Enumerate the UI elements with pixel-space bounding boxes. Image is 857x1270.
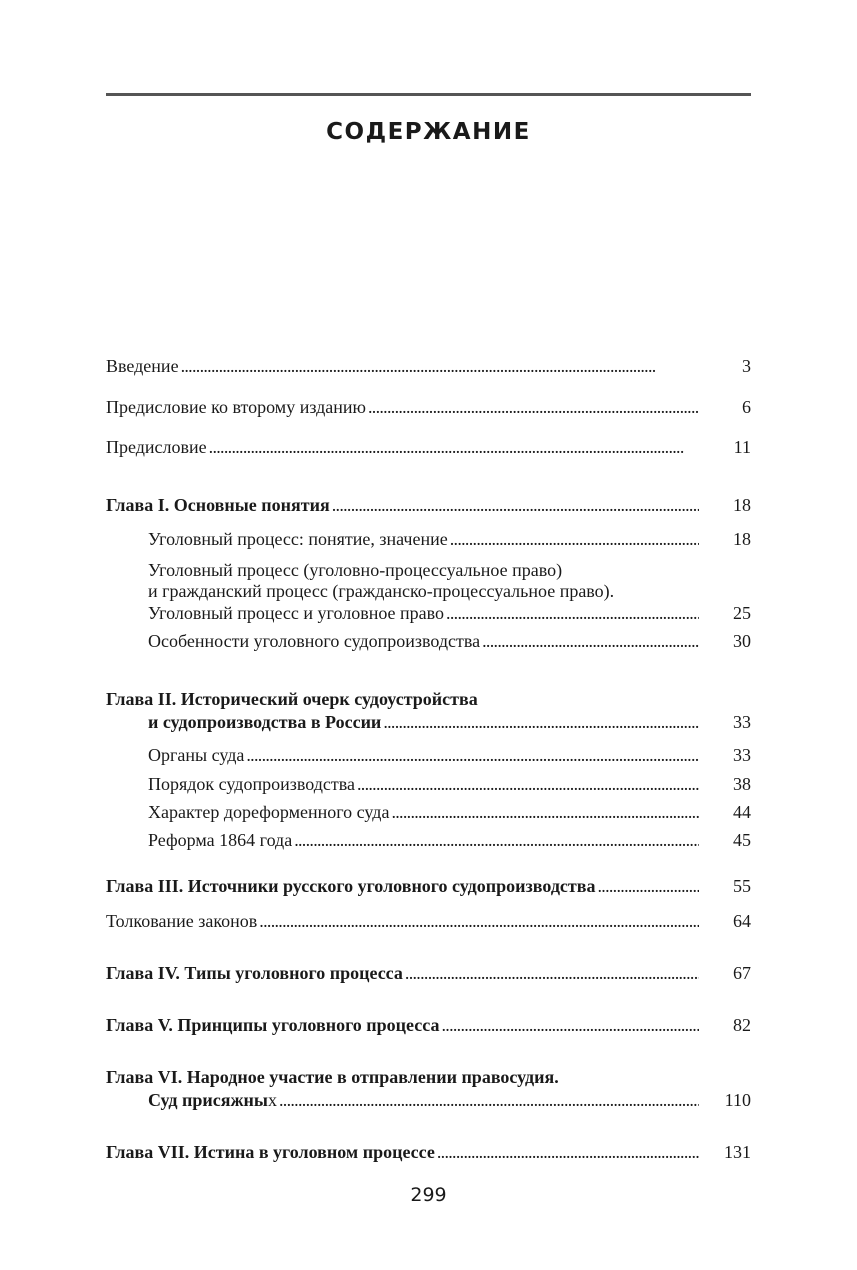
toc-chapter-5[interactable]: [106, 1012, 751, 1038]
leader-dots: [383, 709, 699, 735]
leader-dots: [279, 1087, 699, 1113]
toc-chapter-6[interactable]: [148, 1087, 751, 1113]
toc-entry-laws[interactable]: [106, 908, 751, 934]
leader-dots: [259, 908, 699, 934]
leader-dots: [246, 742, 699, 768]
leader-dots: [332, 492, 699, 518]
toc-section-1-2[interactable]: [148, 600, 751, 626]
toc-entry-label: Глава III. Источники русского уголовного судопроизводства: [106, 876, 596, 896]
toc-page-number: 67: [733, 963, 751, 983]
toc-page-number: 33: [733, 745, 751, 765]
leader-dots: [482, 628, 699, 654]
toc-entry-preface-second-edition[interactable]: [106, 394, 751, 420]
toc-section-2-4[interactable]: [148, 827, 751, 853]
leader-dots: [294, 827, 699, 853]
page-title: СОДЕРЖАНИЕ: [326, 119, 531, 145]
toc-entry-label: Реформа 1864 года: [148, 830, 293, 850]
toc-entry-label: Введение: [106, 356, 179, 376]
leader-dots: [441, 1012, 699, 1038]
toc-entry-label: и судопроизводства в России: [148, 712, 382, 732]
toc-section-2-1[interactable]: [148, 742, 751, 768]
toc-section-2-2[interactable]: [148, 771, 751, 797]
toc-entry-label: Глава I. Основные понятия: [106, 495, 330, 515]
toc-page-number: 18: [733, 529, 751, 549]
toc-entry-preface[interactable]: [106, 434, 751, 460]
leader-dots: [357, 771, 699, 797]
leader-dots: [405, 960, 699, 986]
toc-page-number: 25: [733, 603, 751, 623]
toc-chapter-6-line-1: Глава VI. Народное участие в отправлении правосудия.: [106, 1067, 559, 1087]
toc-page-number: 55: [733, 876, 751, 896]
toc-entry-label: Уголовный процесс и уголовное право: [148, 603, 445, 623]
leader-dots: [450, 526, 699, 552]
toc-entry-label: Глава IV. Типы уголовного процесса: [106, 963, 403, 983]
toc-chapter-2-line-1: Глава II. Исторический очерк судоустройства: [106, 689, 478, 709]
toc-page-number: 3: [742, 356, 751, 376]
leader-dots: [437, 1139, 699, 1165]
toc-page-number: 6: [742, 397, 751, 417]
toc-section-1-1[interactable]: [148, 526, 751, 552]
table-of-contents: [106, 0, 751, 1270]
toc-page-number: 33: [733, 712, 751, 732]
toc-page-number: 45: [733, 830, 751, 850]
toc-page-number: 38: [733, 774, 751, 794]
toc-page-number: 11: [733, 437, 751, 457]
toc-entry-label: Глава V. Принципы уголовного процесса: [106, 1015, 440, 1035]
toc-page-number: 30: [733, 631, 751, 651]
leader-dots: [181, 353, 699, 379]
leader-dots: [209, 434, 699, 460]
toc-entry-label: [148, 1087, 277, 1113]
toc-chapter-7[interactable]: [106, 1139, 751, 1165]
toc-entry-label: Предисловие ко второму изданию: [106, 397, 366, 417]
toc-page-number: 131: [724, 1142, 751, 1162]
leader-dots: [597, 873, 699, 899]
leader-dots: [391, 799, 699, 825]
toc-section-1-2-line-1: Уголовный процесс (уголовно-процессуальное право): [148, 560, 563, 580]
toc-entry-label: Глава VII. Истина в уголовном процессе: [106, 1142, 435, 1162]
toc-chapter-3[interactable]: [106, 873, 751, 899]
toc-section-1-3[interactable]: [148, 628, 751, 654]
toc-page-number: 110: [724, 1090, 751, 1110]
toc-entry-label-rest: х: [267, 1090, 277, 1110]
toc-entry-label: Порядок судопроизводства: [148, 774, 355, 794]
toc-chapter-2[interactable]: [148, 709, 751, 735]
leader-dots: [368, 394, 699, 420]
toc-entry-label: Уголовный процесс: понятие, значение: [148, 529, 448, 549]
toc-section-2-3[interactable]: [148, 799, 751, 825]
toc-page-number: 18: [733, 495, 751, 515]
toc-entry-label: Характер дореформенного суда: [148, 802, 390, 822]
toc-entry-label: Особенности уголовного судопроизводства: [148, 631, 481, 651]
toc-entry-label: Органы суда: [148, 745, 245, 765]
toc-entry-label: Предисловие: [106, 437, 207, 457]
leader-dots: [446, 600, 699, 626]
toc-section-1-2-line-2: и гражданский процесс (гражданско-процессуальное право).: [148, 581, 615, 601]
toc-chapter-1[interactable]: [106, 492, 751, 518]
toc-entry-label-bold: Суд присяжны: [148, 1090, 268, 1110]
toc-entry-label: Толкование законов: [106, 911, 258, 931]
toc-page-number: 82: [733, 1015, 751, 1035]
toc-page-number: 64: [733, 911, 751, 931]
toc-chapter-4[interactable]: [106, 960, 751, 986]
page-number: 299: [410, 1184, 447, 1206]
toc-entry-intro[interactable]: [106, 353, 751, 379]
toc-page-number: 44: [733, 802, 751, 822]
